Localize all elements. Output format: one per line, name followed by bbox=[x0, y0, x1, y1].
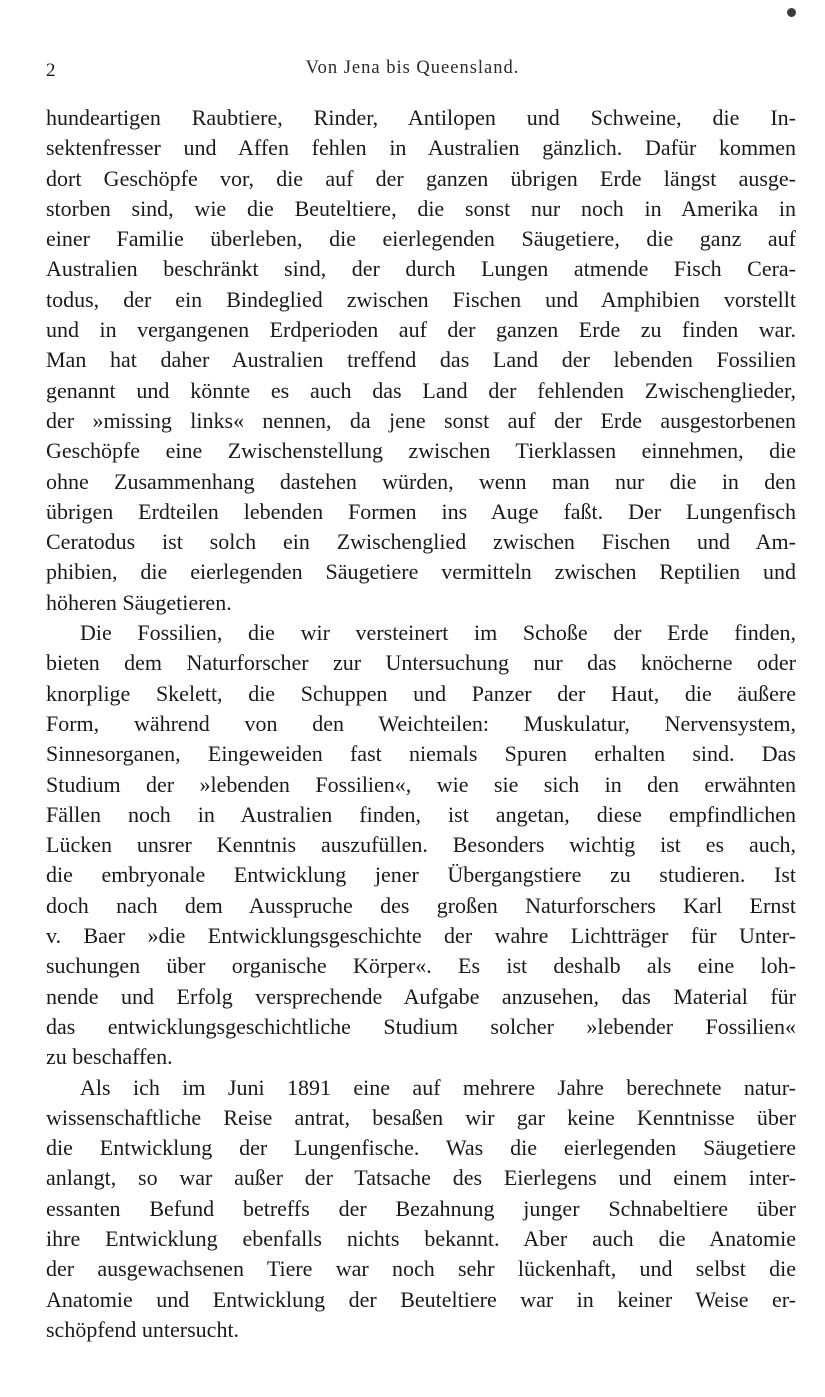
text-line: hundeartigen Raubtiere, Rinder, Antilopen und Schweine, die In- bbox=[46, 105, 796, 130]
text-line: knorplige Skelett, die Schuppen und Panzer der Haut, die äußere bbox=[46, 680, 796, 706]
text-line: anlangt, so war außer der Tatsache des Eierlegens und einem inter- bbox=[46, 1165, 796, 1191]
text-line: essanten Befund betreffs der Bezahnung junger Schnabeltiere über bbox=[46, 1195, 796, 1221]
text-line: Australien beschränkt sind, der durch Lungen atmende Fisch Cera- bbox=[46, 256, 796, 282]
text-line: doch nach dem Ausspruche des großen Naturforschers Karl Ernst bbox=[46, 892, 796, 918]
paragraph-end-line: zu beschaffen. bbox=[46, 1044, 173, 1070]
text-line: storben sind, wie die Beuteltiere, die sonst nur noch in Amerika in bbox=[46, 195, 796, 221]
text-line: v. Baer »die Entwicklungsgeschichte der wahre Lichtträger für Unter- bbox=[46, 923, 796, 949]
running-head: Von Jena bis Queensland. bbox=[305, 58, 520, 78]
text-line: nende und Erfolg versprechende Aufgabe anzusehen, das Material für bbox=[46, 983, 796, 1009]
text-line: sektenfresser und Affen fehlen in Australien gänzlich. Dafür kommen bbox=[46, 135, 796, 161]
text-line: Ceratodus ist solch ein Zwischenglied zwischen Fischen und Am- bbox=[46, 529, 796, 555]
text-line: die Entwicklung der Lungenfische. Was die eierlegenden Säugetiere bbox=[46, 1135, 796, 1161]
page-number: 2 bbox=[46, 60, 56, 81]
text-line: der ausgewachsenen Tiere war noch sehr lückenhaft, und selbst die bbox=[46, 1256, 796, 1282]
text-line: Lücken unsrer Kenntnis auszufüllen. Besonders wichtig ist es auch, bbox=[46, 832, 796, 858]
text-line: einer Familie überleben, die eierlegenden Säugetiere, die ganz auf bbox=[46, 226, 796, 252]
text-line: genannt und könnte es auch das Land der fehlenden Zwischenglieder, bbox=[46, 377, 796, 403]
text-line: phibien, die eierlegenden Säugetiere vermitteln zwischen Reptilien und bbox=[46, 559, 796, 585]
text-line: das entwicklungsgeschichtliche Studium solcher »lebender Fossilien« bbox=[46, 1013, 796, 1039]
text-line: dort Geschöpfe vor, die auf der ganzen übrigen Erde längst ausge- bbox=[46, 165, 796, 191]
ink-spot bbox=[787, 8, 796, 17]
text-line: ihre Entwicklung ebenfalls nichts bekannt. Aber auch die Anatomie bbox=[46, 1225, 796, 1251]
text-line: suchungen über organische Körper«. Es ist deshalb als eine loh- bbox=[46, 953, 796, 979]
text-line: ohne Zusammenhang dastehen würden, wenn man nur die in den bbox=[46, 468, 796, 494]
text-line: bieten dem Naturforscher zur Untersuchung nur das knöcherne oder bbox=[46, 650, 796, 676]
text-line: Form, während von den Weichteilen: Muskulatur, Nervensystem, bbox=[46, 710, 796, 736]
text-line: Studium der »lebenden Fossilien«, wie sie sich in den erwähnten bbox=[46, 771, 796, 797]
text-line: wissenschaftliche Reise antrat, besaßen wir gar keine Kenntnisse über bbox=[46, 1104, 796, 1130]
text-line: Fällen noch in Australien finden, ist angetan, diese empfindlichen bbox=[46, 801, 796, 827]
text-line: und in vergangenen Erdperioden auf der ganzen Erde zu finden war. bbox=[46, 317, 796, 343]
paragraph-start-line: Die Fossilien, die wir versteinert im Schoße der Erde finden, bbox=[80, 620, 796, 646]
paragraph-end-line: höheren Säugetieren. bbox=[46, 589, 232, 615]
text-line: Geschöpfe eine Zwischenstellung zwischen Tierklassen einnehmen, die bbox=[46, 438, 796, 464]
paragraph-start-line: Als ich im Juni 1891 eine auf mehrere Jahre berechnete natur- bbox=[80, 1074, 796, 1100]
paragraph-end-line: schöpfend untersucht. bbox=[46, 1316, 240, 1342]
text-line: der »missing links« nennen, da jene sonst auf der Erde ausgestorbenen bbox=[46, 407, 796, 433]
text-line: Man hat daher Australien treffend das Land der lebenden Fossilien bbox=[46, 347, 796, 373]
text-line: die embryonale Entwicklung jener Übergangstiere zu studieren. Ist bbox=[46, 862, 796, 888]
body-text bbox=[46, 103, 796, 1345]
text-line: übrigen Erdteilen lebenden Formen ins Auge faßt. Der Lungenfisch bbox=[46, 498, 796, 524]
text-line: Sinnesorganen, Eingeweiden fast niemals Spuren erhalten sind. Das bbox=[46, 741, 796, 767]
text-line: todus, der ein Bindeglied zwischen Fischen und Amphibien vorstellt bbox=[46, 286, 796, 312]
text-line: Anatomie und Entwicklung der Beuteltiere war in keiner Weise er- bbox=[46, 1286, 796, 1312]
